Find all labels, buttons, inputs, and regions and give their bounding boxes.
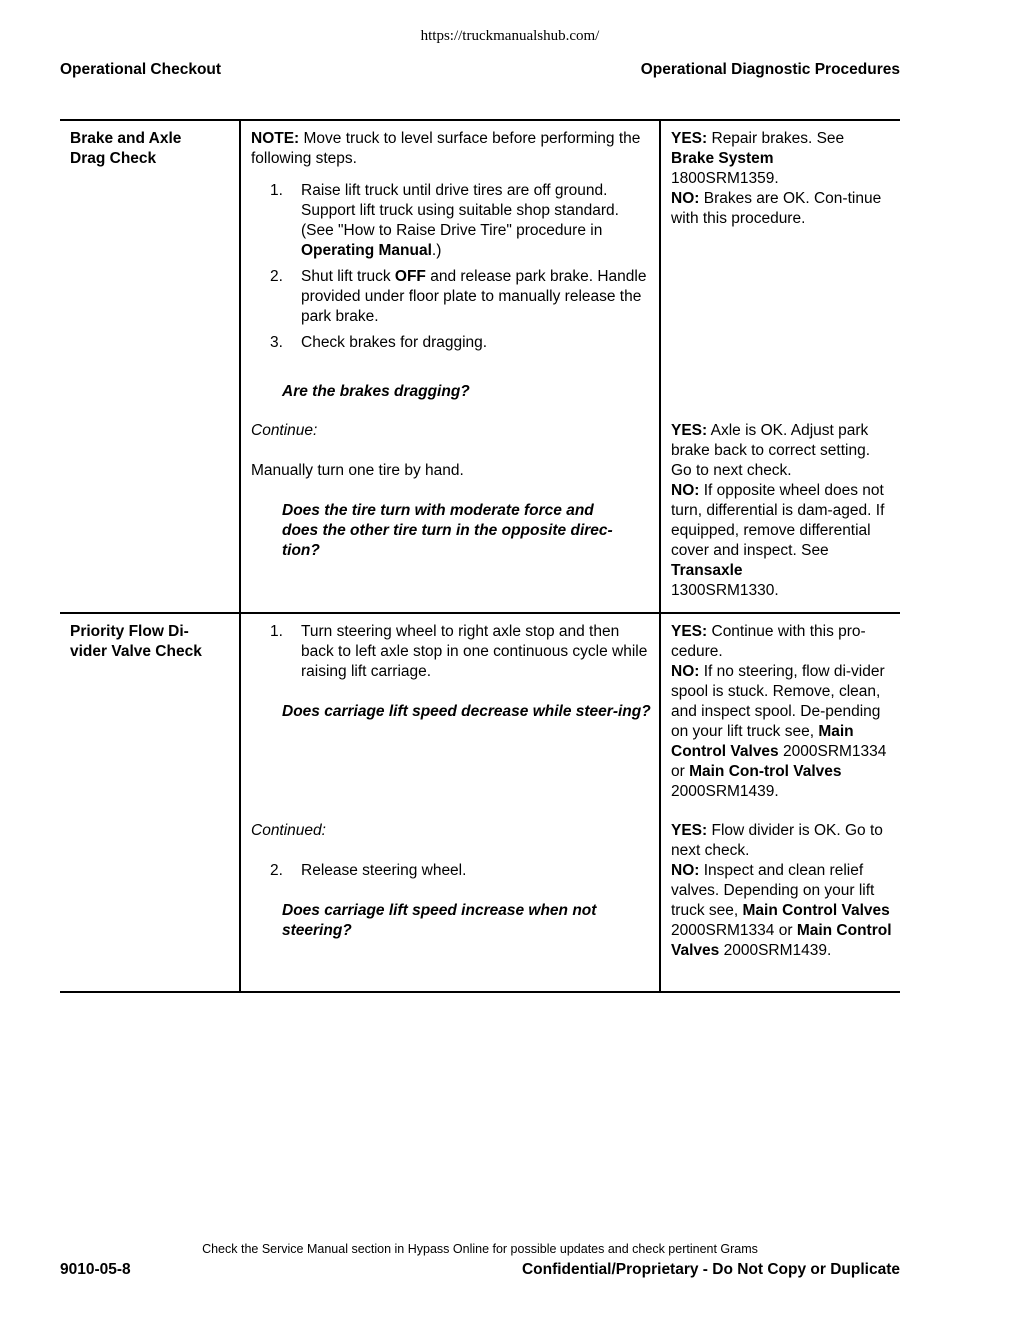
- no-text: Brakes are OK. Con-tinue with this procedure.: [671, 190, 882, 227]
- step-text: Release steering wheel.: [301, 862, 467, 879]
- confidential-notice: Confidential/Proprietary - Do Not Copy or Duplicate: [521, 1261, 900, 1278]
- column-divider-1: [239, 120, 241, 992]
- source-url[interactable]: https://truckmanualshub.com/: [420, 28, 600, 44]
- result-speed-decrease: [671, 622, 893, 802]
- yes-label: YES:: [671, 822, 708, 839]
- procedure-brake-axle: [251, 129, 651, 359]
- check-title-brake-axle: [70, 129, 235, 169]
- section-title: Operational Checkout: [60, 61, 222, 78]
- step-number: 1.: [270, 182, 283, 199]
- step-bold-ref: OFF: [394, 268, 426, 285]
- step-list: [251, 622, 651, 682]
- footer-note: Check the Service Manual section in Hypass Online for possible updates and check pertinent Grams: [202, 1242, 758, 1256]
- no-label: NO:: [671, 482, 700, 499]
- no-bold-ref-2: Main Control Valves: [671, 922, 892, 959]
- note-label: NOTE:: [251, 130, 300, 147]
- yes-text: Axle is OK. Adjust park brake back to correct setting. Go to next check.: [671, 422, 871, 479]
- procedure-flow-divider: [251, 622, 651, 688]
- check-title-line: Priority Flow Di-: [70, 623, 189, 640]
- no-label: NO:: [671, 190, 700, 207]
- step-list: [251, 861, 651, 881]
- list-item: [251, 267, 651, 327]
- no-label: NO:: [671, 862, 700, 879]
- no-text-end: 2000SRM1439.: [671, 783, 779, 800]
- no-text: Inspect and clean relief valves. Depending on your lift truck see,: [671, 862, 875, 919]
- list-item: [251, 181, 651, 261]
- continued-label: Continued:: [251, 822, 326, 839]
- yes-label: YES:: [671, 422, 708, 439]
- no-label: NO:: [671, 663, 700, 680]
- check-title-line: Brake and Axle: [70, 130, 182, 147]
- note-paragraph: [251, 129, 651, 169]
- no-bold-ref: Transaxle: [671, 562, 743, 579]
- yes-manual-ref: 1800SRM1359.: [671, 170, 779, 187]
- table-top-rule: [60, 119, 900, 121]
- yes-text: Repair brakes. See: [707, 130, 845, 147]
- step-number: 2.: [270, 862, 283, 879]
- step-number: 1.: [270, 623, 283, 640]
- table-bottom-rule: [60, 991, 900, 993]
- yes-text: Flow divider is OK. Go to next check.: [671, 822, 883, 859]
- step-text: Check brakes for dragging.: [301, 334, 488, 351]
- column-divider-2: [659, 120, 661, 992]
- no-text: If no steering, flow di-vider spool is stuck. Remove, clean, and inspect spool. De-pending on your lift truck see,: [671, 663, 885, 740]
- result-tire-turn: [671, 421, 893, 601]
- no-bold-ref: Main Control Valves: [742, 902, 890, 919]
- list-item: [251, 861, 651, 881]
- step-text-end: .): [431, 242, 442, 259]
- continue-instruction: Manually turn one tire by hand.: [251, 462, 464, 479]
- yes-label: YES:: [671, 130, 708, 147]
- step-number: 2.: [270, 268, 283, 285]
- no-manual-ref: 1300SRM1330.: [671, 582, 779, 599]
- page-number: 9010-05-8: [60, 1261, 131, 1278]
- step-text-end: and release park brake. Handle provided under floor plate to manually release the park brake.: [301, 268, 647, 325]
- result-brakes-dragging: [671, 129, 893, 229]
- note-text: Move truck to level surface before performing the following steps.: [251, 130, 641, 167]
- no-text: If opposite wheel does not turn, differential is dam-aged. If equipped, remove differential cover and inspect. See: [671, 482, 885, 559]
- list-item: [251, 333, 651, 353]
- step-number: 3.: [270, 334, 283, 351]
- no-bold-ref-2: Main Con-trol Valves: [689, 763, 842, 780]
- chapter-title: Operational Diagnostic Procedures: [640, 61, 900, 78]
- step-list: [251, 181, 651, 353]
- yes-text: Continue with this pro-cedure.: [671, 623, 866, 660]
- step-text: Raise lift truck until drive tires are off ground. Support lift truck using suitable shop standard. (See "How to Raise Drive Tire" procedure in: [301, 182, 619, 239]
- check-title-line: vider Valve Check: [70, 643, 202, 660]
- yes-label: YES:: [671, 623, 708, 640]
- check-title-flow-divider: [70, 622, 235, 662]
- question-tire-turn: Does the tire turn with moderate force and does the other tire turn in the opposite direc-tion?: [282, 502, 613, 559]
- result-speed-increase: [671, 821, 893, 961]
- question-brakes-dragging: Are the brakes dragging?: [282, 383, 470, 400]
- continue-label: Continue:: [251, 422, 318, 439]
- yes-bold-ref: Brake System: [671, 150, 774, 167]
- question-speed-decrease: Does carriage lift speed decrease while steer-ing?: [282, 703, 651, 720]
- no-text-end: 2000SRM1439.: [719, 942, 832, 959]
- question-speed-increase: Does carriage lift speed increase when not steering?: [282, 902, 597, 939]
- no-text-mid: 2000SRM1334 or: [671, 743, 887, 780]
- procedure-flow-divider-2: [251, 861, 651, 887]
- check-title-line: Drag Check: [70, 150, 157, 167]
- step-bold-ref: Operating Manual: [301, 242, 432, 259]
- step-text: Turn steering wheel to right axle stop and then back to left axle stop in one continuous cycle while raising lift carriage.: [301, 623, 648, 680]
- no-text-mid: 2000SRM1334 or: [671, 922, 797, 939]
- row-divider-rule: [60, 612, 900, 614]
- no-bold-ref: Main Control Valves: [671, 723, 854, 760]
- list-item: [251, 622, 651, 682]
- step-text: Shut lift truck: [301, 268, 395, 285]
